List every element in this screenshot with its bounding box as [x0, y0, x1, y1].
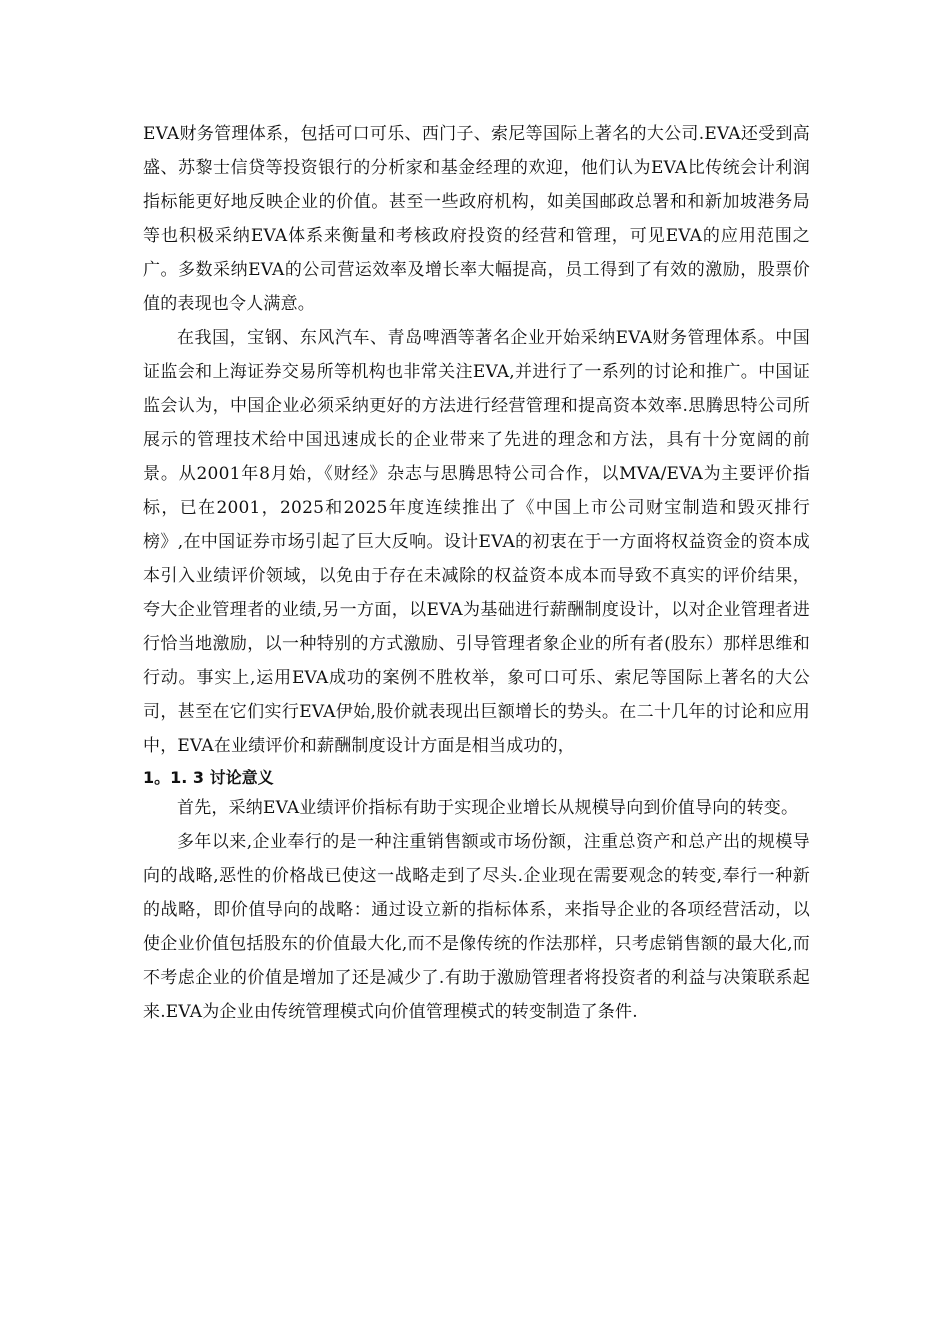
section-heading-significance: 1。1. 3 讨论意义 — [143, 768, 274, 787]
paragraph-eva-adoption-abroad: EVA财务管理体系，包括可口可乐、西门子、索尼等国际上著名的大公司.EVA还受到高盛、苏黎士信贷等投资银行的分析家和基金经理的欢迎，他们认为EVA比传统会计利润指标能更好地反映企业的价值。甚至一些政府机构，如美国邮政总署和和新加坡港务局等也积极采纳EVA体系来衡量和考核政府投资的经营和管理，可见EVA的应用范围之广。多数采纳EVA的公司营运效率及增长率大幅提高，员工得到了有效的激励，股票价值的表现也令人满意。 — [143, 124, 810, 314]
document-body — [143, 117, 810, 1029]
paragraph-strategy-shift: 多年以来,企业奉行的是一种注重销售额或市场份额，注重总资产和总产出的规模导向的战略,恶性的价格战已使这一战略走到了尽头.企业现在需要观念的转变,奉行一种新的战略，即价值导向的战略：通过设立新的指标体系，来指导企业的各项经营活动，以使企业价值包括股东的价值最大化,而不是像传统的作法那样，只考虑销售额的最大化,而不考虑企业的价值是增加了还是减少了.有助于激励管理者将投资者的利益与决策联系起来.EVA为企业由传统管理模式向价值管理模式的转变制造了条件. — [143, 832, 810, 1022]
paragraph-eva-adoption-china: 在我国，宝钢、东风汽车、青岛啤酒等著名企业开始采纳EVA财务管理体系。中国证监会和上海证券交易所等机构也非常关注EVA,并进行了一系列的讨论和推广。中国证监会认为，中国企业必须采纳更好的方法进行经营管理和提高资本效率.思腾思特公司所展示的管理技术给中国迅速成长的企业带来了先进的理念和方法，具有十分宽阔的前景。从2001年8月始，《财经》杂志与思腾思特公司合作，以MVA/EVA为主要评价指标，已在2001，2025和2025年度连续推出了《中国上市公司财宝制造和毁灭排行榜》,在中国证券市场引起了巨大反响。设计EVA的初衷在于一方面将权益资金的资本成本引入业绩评价领域，以免由于存在未减除的权益资本成本而导致不真实的评价结果，夸大企业管理者的业绩,另一方面，以EVA为基础进行薪酬制度设计，以对企业管理者进行恰当地激励，以一种特别的方式激励、引导管理者象企业的所有者(股东）那样思维和行动。事实上,运用EVA成功的案例不胜枚举，象可口可乐、索尼等国际上著名的大公司，甚至在它们实行EVA伊始,股价就表现出巨额增长的势头。在二十几年的讨论和应用中，EVA在业绩评价和薪酬制度设计方面是相当成功的， — [143, 328, 810, 756]
paragraph-value-orientation: 首先，采纳EVA业绩评价指标有助于实现企业增长从规模导向到价值导向的转变。 — [177, 798, 799, 818]
